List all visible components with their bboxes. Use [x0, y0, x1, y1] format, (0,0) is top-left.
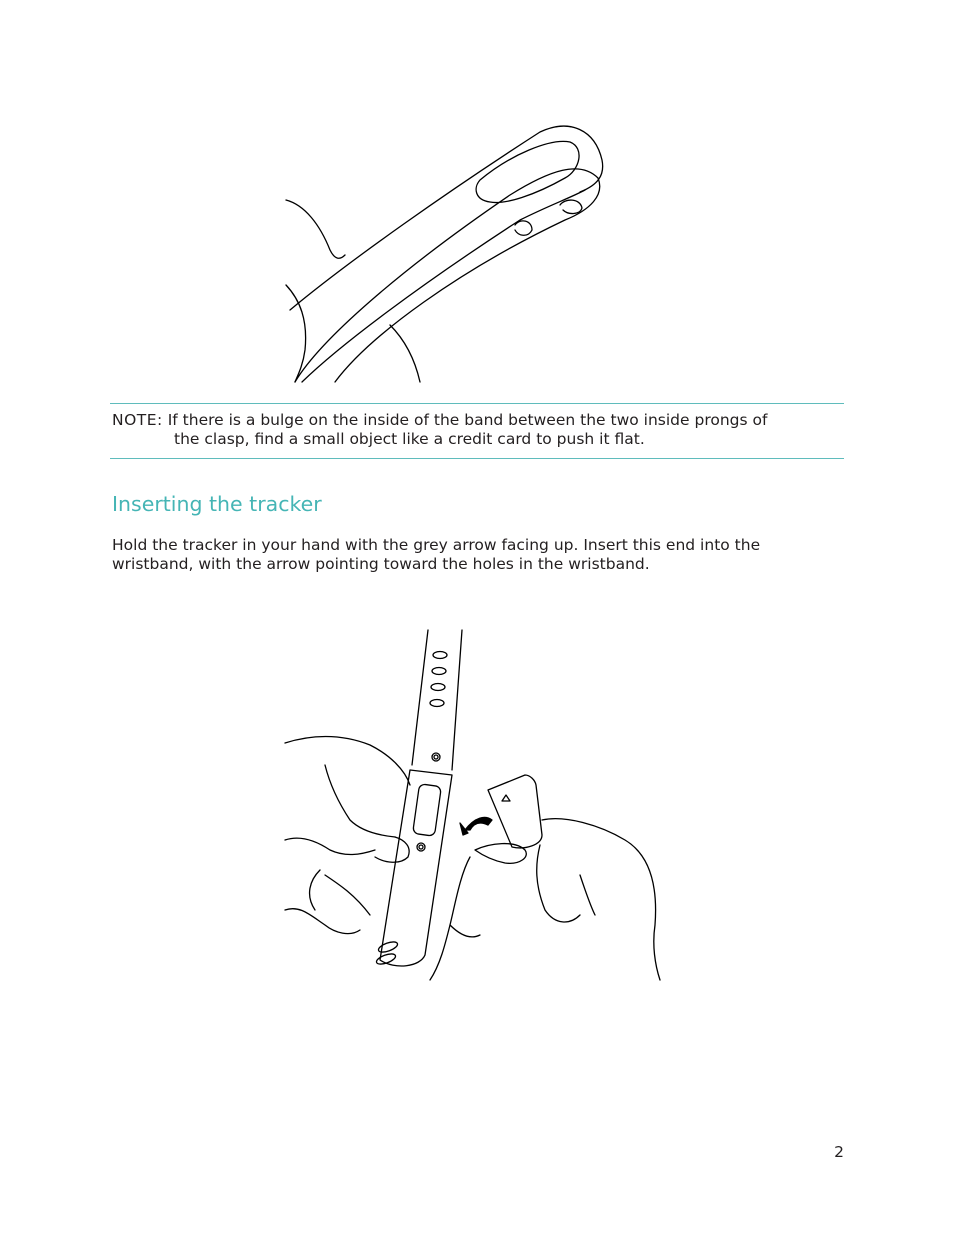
wristband-clasp-illustration: [280, 120, 620, 385]
section-heading: Inserting the tracker: [112, 492, 322, 516]
page-number: 2: [834, 1143, 844, 1161]
note-top-rule: [110, 403, 844, 404]
section-body-line1: Hold the tracker in your hand with the grey arrow facing up. Insert this end into the: [112, 536, 761, 554]
note-label: NOTE:: [112, 411, 163, 429]
note-block: [112, 411, 844, 448]
inserting-tracker-illustration: [280, 625, 670, 985]
section-body-line2: wristband, with the arrow pointing toward the holes in the wristband.: [112, 554, 650, 573]
note-text-line2: the clasp, find a small object like a credit card to push it flat.: [174, 429, 645, 448]
note-text-line1: If there is a bulge on the inside of the band between the two inside prongs of: [167, 411, 768, 429]
section-body: [112, 536, 852, 573]
note-bottom-rule: [110, 458, 844, 459]
